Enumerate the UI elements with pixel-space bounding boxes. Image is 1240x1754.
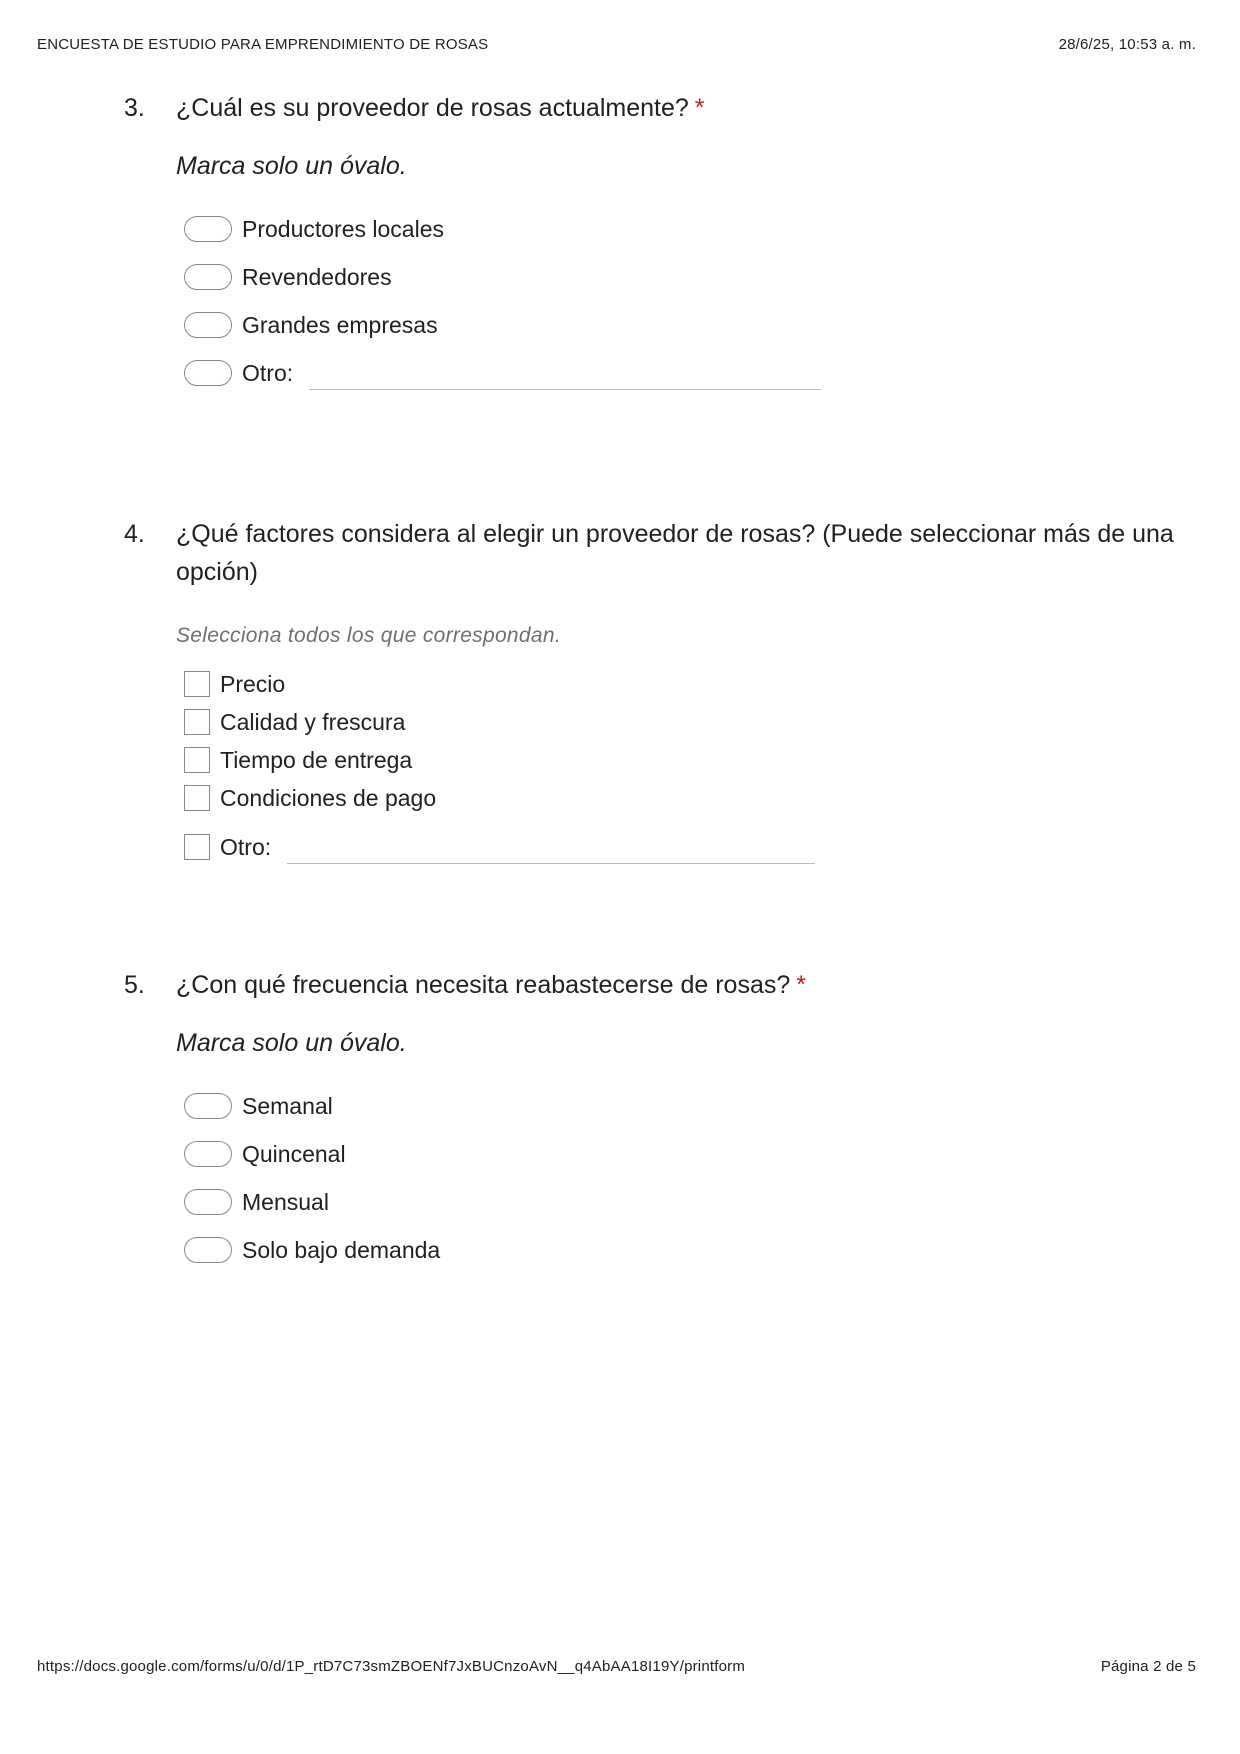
option-label: Calidad y frescura [220,708,406,735]
option-label: Quincenal [242,1140,346,1167]
option-label: Otro: [220,833,272,860]
option-label: Semanal [242,1092,333,1119]
option-label: Solo bajo demanda [242,1236,441,1263]
option-label: Mensual [242,1188,329,1215]
radio-oval[interactable] [184,1189,232,1215]
radio-oval[interactable] [184,1237,232,1263]
question-number: 3. [124,94,145,122]
question-title: ¿Qué factores considera al elegir un proveedor de rosas? (Puede seleccionar más de una opción) [176,520,1174,586]
question-title: ¿Cuál es su proveedor de rosas actualmente? * [176,94,705,122]
checkbox-option[interactable] [176,779,1206,817]
option-label: Precio [220,670,286,697]
radio-oval[interactable] [184,360,232,386]
form-url: https://docs.google.com/forms/u/0/d/1P_rtD7C73smZBOENf7JxBUCnzoAvN__q4AbAA18I19Y/printform [37,1658,746,1675]
question-number: 4. [124,520,145,548]
required-asterisk: * [796,971,806,999]
radio-option[interactable] [176,205,1206,253]
radio-option[interactable] [176,1082,1206,1130]
radio-oval[interactable] [184,264,232,290]
checkbox[interactable] [184,671,210,697]
checkbox-group [176,665,1206,873]
checkbox-option[interactable] [176,665,1206,703]
radio-oval[interactable] [184,312,232,338]
option-label: Grandes empresas [242,311,438,338]
checkbox[interactable] [184,747,210,773]
option-label: Tiempo de entrega [220,746,413,773]
radio-option-other[interactable] [176,349,1206,397]
radio-oval[interactable] [184,1093,232,1119]
option-label: Condiciones de pago [220,784,437,811]
radio-group [176,205,1206,397]
other-text-input[interactable] [287,837,815,864]
checkbox[interactable] [184,834,210,860]
question-hint: Marca solo un óvalo. [176,1029,407,1057]
radio-group [176,1082,1206,1274]
radio-option[interactable] [176,301,1206,349]
radio-oval[interactable] [184,216,232,242]
radio-option[interactable] [176,1226,1206,1274]
form-title-header: ENCUESTA DE ESTUDIO PARA EMPRENDIMIENTO DE ROSAS [37,36,489,53]
other-text-input[interactable] [309,363,821,390]
question-title: ¿Con qué frecuencia necesita reabastecerse de rosas? * [176,971,806,999]
checkbox-option[interactable] [176,741,1206,779]
checkbox-option[interactable] [176,703,1206,741]
question-number: 5. [124,971,145,999]
radio-option[interactable] [176,253,1206,301]
checkbox[interactable] [184,785,210,811]
checkbox-option-other[interactable] [176,821,1206,873]
checkbox[interactable] [184,709,210,735]
radio-option[interactable] [176,1178,1206,1226]
print-datetime: 28/6/25, 10:53 a. m. [1058,36,1196,53]
required-asterisk: * [694,94,705,122]
radio-oval[interactable] [184,1141,232,1167]
radio-option[interactable] [176,1130,1206,1178]
page-number: Página 2 de 5 [1100,1658,1196,1675]
question-hint: Marca solo un óvalo. [176,152,407,180]
question-hint: Selecciona todos los que correspondan. [176,624,561,647]
option-label: Otro: [242,359,294,386]
option-label: Productores locales [242,215,444,242]
option-label: Revendedores [242,263,392,290]
